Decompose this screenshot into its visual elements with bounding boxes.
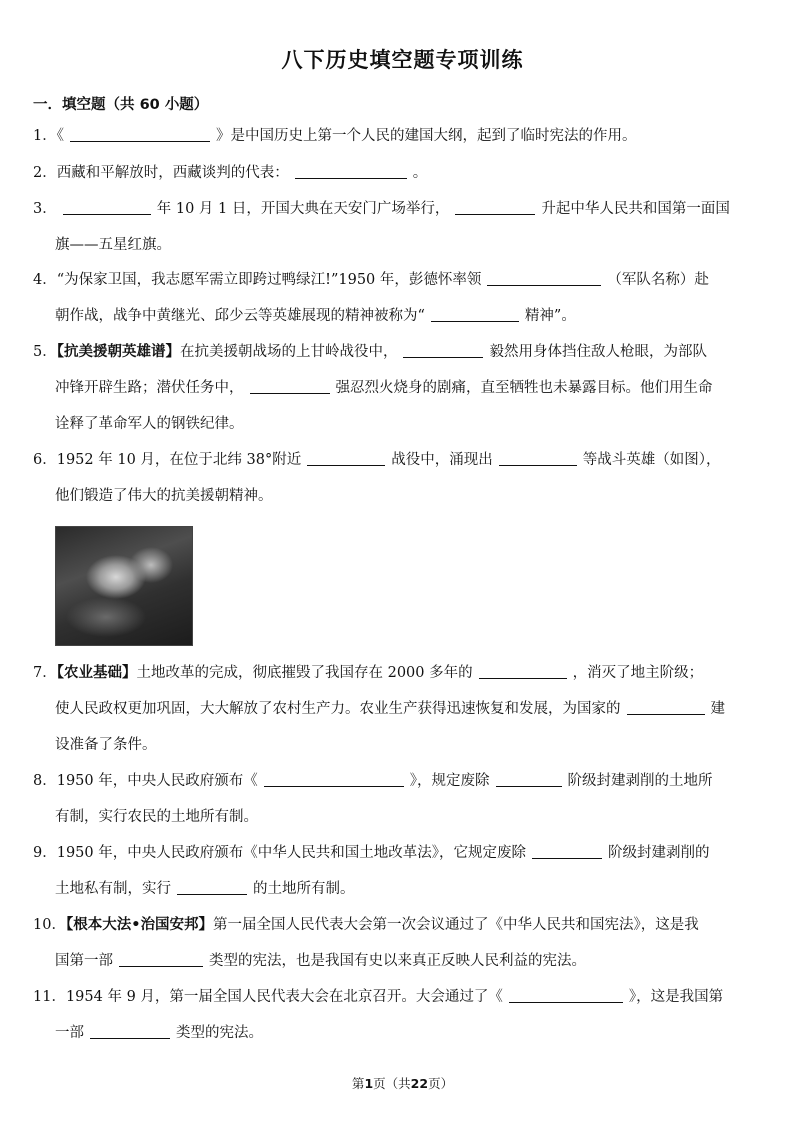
answer-blank[interactable] [403, 343, 483, 358]
question-9: 9．1950 年，中央人民政府颁布《中华人民共和国土地改革法》，它规定废除 阶级封建剥削的 土地私有制，实行 的土地所有制。 [33, 845, 710, 897]
answer-blank[interactable] [627, 700, 705, 715]
answer-blank[interactable] [177, 880, 247, 895]
answer-blank[interactable] [499, 451, 577, 466]
answer-blank[interactable] [496, 772, 562, 787]
answer-blank[interactable] [532, 844, 602, 859]
page-footer: 第1页（共22页） [351, 1076, 454, 1091]
battle-photo [55, 526, 193, 646]
answer-blank[interactable] [431, 307, 519, 322]
answer-blank[interactable] [250, 379, 330, 394]
page-title: 八下历史填空题专项训练 [281, 48, 524, 72]
answer-blank[interactable] [307, 451, 385, 466]
question-8: 8．1950 年，中央人民政府颁布《 》，规定废除 阶级封建剥削的土地所 有制，实行农民的土地所有制。 [33, 773, 713, 825]
question-3: 3． 年 10 月 1 日，开国大典在天安门广场举行， 升起中华人民共和国第一面国 旗——五星红旗。 [33, 201, 730, 253]
answer-blank[interactable] [264, 772, 404, 787]
answer-blank[interactable] [479, 664, 567, 679]
answer-blank[interactable] [487, 271, 601, 286]
answer-blank[interactable] [509, 988, 623, 1003]
answer-blank[interactable] [295, 164, 407, 179]
answer-blank[interactable] [70, 127, 210, 142]
answer-blank[interactable] [119, 952, 203, 967]
question-2: 2．西藏和平解放时，西藏谈判的代表： 。 [33, 165, 428, 181]
question-6: 6．1952 年 10 月，在位于北纬 38°附近 战役中，涌现出 等战斗英雄（如图）， 他们锻造了伟大的抗美援朝精神。 [33, 452, 721, 504]
answer-blank[interactable] [90, 1024, 170, 1039]
question-1: 1．《 》是中国历史上第一个人民的建国大纲，起到了临时宪法的作用。 [33, 128, 637, 144]
answer-blank[interactable] [63, 200, 151, 215]
question-11: 11．1954 年 9 月，第一届全国人民代表大会在北京召开。大会通过了《 》，这是我国第 一部 类型的宪法。 [33, 989, 724, 1041]
question-4: 4．“为保家卫国，我志愿军需立即跨过鸭绿江!”1950 年，彭德怀率领 （军队名称）赴 朝作战，战争中黄继光、邱少云等英雄展现的精神被称为“ 精神”。 [33, 272, 709, 324]
section-heading: 一．填空题（共 60 小题） [33, 97, 209, 113]
question-10: 10．【根本大法•治国安邦】第一届全国人民代表大会第一次会议通过了《中华人民共和国宪法》，这是我 国第一部 类型的宪法，也是我国有史以来真正反映人民利益的宪法。 [33, 917, 699, 969]
question-7: 7．【农业基础】土地改革的完成，彻底摧毁了我国存在 2000 多年的 ，消灭了地主阶级； 使人民政权更加巩固，大大解放了农村生产力。农业生产获得迅速恢复和发展，为国家的 建 设准备了条件。 [33, 665, 725, 753]
answer-blank[interactable] [455, 200, 535, 215]
question-5: 5．【抗美援朝英雄谱】在抗美援朝战场的上甘岭战役中， 毅然用身体挡住敌人枪眼，为部队 冲锋开辟生路；潜伏任务中， 强忍烈火烧身的剧痛，直至牺牲也未暴露目标。他们用生命 诠释了革命军人的钢铁纪律。 [33, 344, 713, 432]
